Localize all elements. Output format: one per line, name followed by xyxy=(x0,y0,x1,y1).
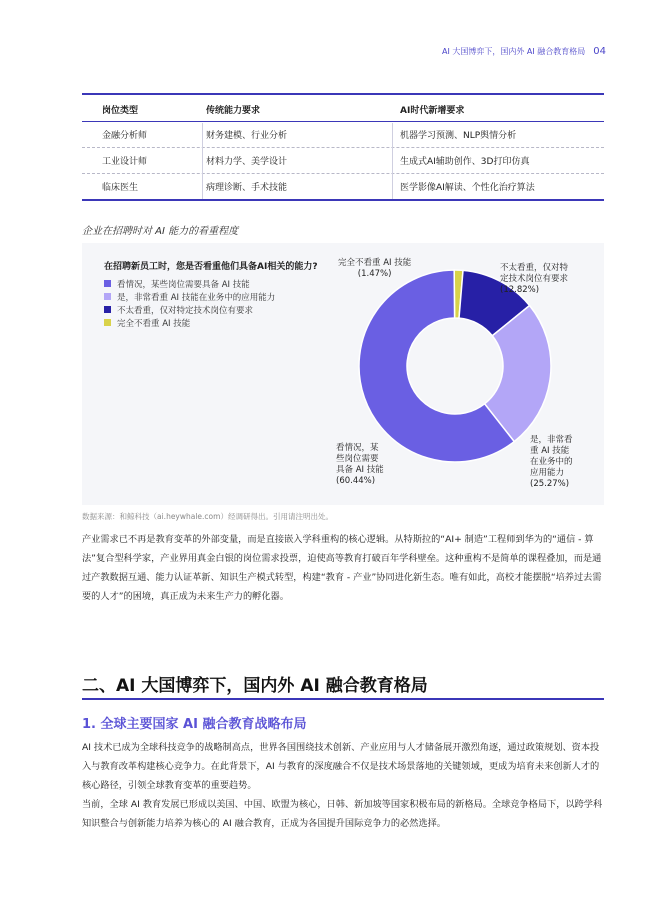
table-cell: 病理诊断、手术技能 xyxy=(206,182,288,193)
chart-source: 数据来源：和鲸科技（ai.heywhale.com）经调研得出。引用请注明出处。 xyxy=(82,512,333,521)
table-header-cell: 传统能力要求 xyxy=(206,105,261,116)
page-number: 04 xyxy=(593,46,606,57)
slice-label: 看情况，某 些岗位需要 具备 AI 技能 (60.44%) xyxy=(336,443,384,486)
legend-label: 是，非常看重 AI 技能在业务中的应用能力 xyxy=(117,292,276,303)
table-cell: 机器学习预测、NLP舆情分析 xyxy=(400,130,517,141)
subsection-heading: 1. 全球主要国家 AI 融合教育战略布局 xyxy=(82,717,307,732)
chart-caption: 企业在招聘时对 AI 能力的看重程度 xyxy=(82,226,239,237)
legend-label: 看情况，某些岗位需要具备 AI 技能 xyxy=(117,279,250,290)
table-row xyxy=(82,173,604,199)
table-row xyxy=(82,147,604,174)
table-cell: 临床医生 xyxy=(102,182,139,193)
table-header-row xyxy=(82,96,604,122)
section-heading: 二、AI 大国博弈下，国内外 AI 融合教育格局 xyxy=(82,676,428,696)
table-cell: 金融分析师 xyxy=(102,130,148,141)
slice-label: 完全不看重 AI 技能 (1.47%) xyxy=(338,258,412,279)
table-cell: 工业设计师 xyxy=(102,156,148,167)
running-header xyxy=(442,46,606,57)
table-cell: 材料力学、美学设计 xyxy=(206,156,288,167)
table-row xyxy=(82,121,604,148)
table-cell: 医学影像AI解读、个性化治疗算法 xyxy=(400,182,535,193)
slice-label: 是，非常看 重 AI 技能 在业务中的 应用能力 (25.27%) xyxy=(530,435,573,489)
table-divider xyxy=(202,123,203,199)
chart-title: 在招聘新员工时，您是否看重他们具备AI相关的能力? xyxy=(104,262,318,272)
legend-label: 完全不看重 AI 技能 xyxy=(117,318,191,329)
chart-panel xyxy=(82,243,604,505)
section-heading-rule xyxy=(82,698,604,700)
body-paragraph: AI 技术已成为全球科技竞争的战略制高点，世界各国围绕技术创新、产业应用与人才储备展开激烈角逐，通过政策规划、资本投入与教育改革构建核心竞争力。在此背景下，AI 与教育的深度融合不仅是技术场景落地的关键领域，更成为培育未来创新人才的核心路径，引领全球教育变革的重要趋势。 xyxy=(82,742,600,791)
table-header-cell: 岗位类型 xyxy=(102,105,139,116)
table-cell: 财务建模、行业分析 xyxy=(206,130,288,141)
table-top-rule xyxy=(82,93,604,95)
slice-label: 不太看重，仅对特 定技术岗位有要求 (12.82%) xyxy=(500,263,569,295)
table-header-cell: AI时代新增要求 xyxy=(400,105,465,116)
body-paragraph: 当前，全球 AI 教育发展已形成以美国、中国、欧盟为核心，日韩、新加坡等国家积极布局的新格局。全球竞争格局下，以跨学科知识整合与创新能力培养为核心的 AI 融合教育，正成为各国提升国际竞争力的必然选择。 xyxy=(82,799,603,829)
legend-label: 不太看重，仅对特定技术岗位有要求 xyxy=(117,305,254,316)
body-paragraph: 产业需求已不再是教育变革的外部变量，而是直接嵌入学科重构的核心逻辑。从特斯拉的“AI+ 制造”工程师到华为的“通信 - 算法”复合型科学家，产业界用真金白银的岗位需求投票，迫使高等教育打破百年学科壁垒。这种重构不是简单的课程叠加，而是通过产教数据互通、能力认证革新、知识生产模式转型，构建“教育 - 产业”协同进化新生态。唯有如此，高校才能摆脱“培养过去需要的人才”的困境，真正成为未来生产力的孵化器。 xyxy=(82,534,602,602)
table-bottom-rule xyxy=(82,199,604,201)
running-header-title: AI 大国博弈下，国内外 AI 融合教育格局 xyxy=(441,47,586,56)
table-cell: 生成式AI辅助创作、3D打印仿真 xyxy=(400,156,530,167)
table-divider xyxy=(392,123,393,199)
